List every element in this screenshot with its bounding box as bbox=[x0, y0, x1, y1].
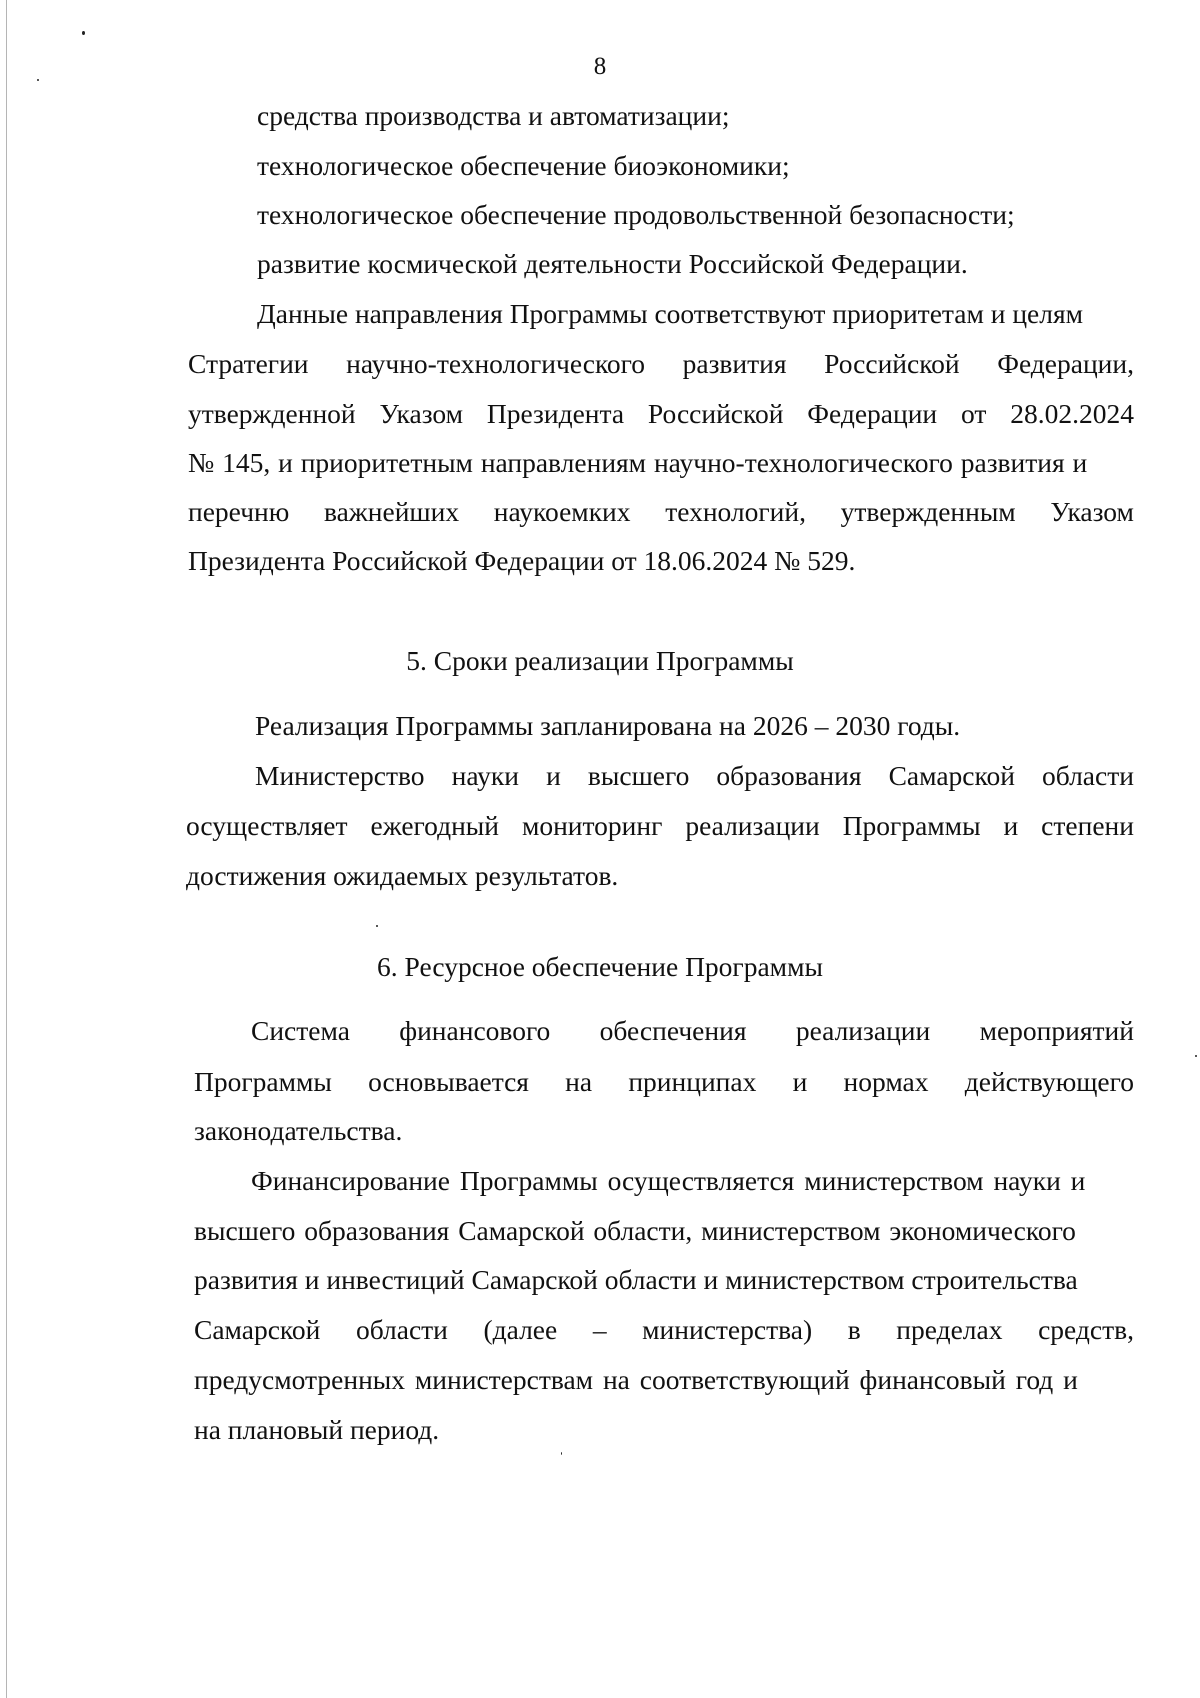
paragraph-line bbox=[255, 762, 1134, 790]
paragraph-line bbox=[186, 812, 1134, 840]
paragraph-line bbox=[257, 300, 1134, 328]
word: мониторинг bbox=[521, 810, 663, 841]
word: Российской bbox=[824, 348, 960, 379]
word: степени bbox=[1041, 810, 1134, 841]
word: научно-технологического bbox=[346, 348, 646, 379]
list-item: технологическое обеспечение биоэкономики; bbox=[257, 150, 790, 181]
paragraph-line: Реализация Программы запланирована на 2026 – 2030 годы. bbox=[255, 710, 961, 741]
paragraph-line: № 145, и приоритетным направлениям научно-технологического развития и bbox=[188, 447, 1088, 478]
paragraph-line bbox=[251, 1017, 1134, 1045]
word: Самарской bbox=[194, 1314, 321, 1345]
word: нормах bbox=[843, 1066, 929, 1097]
word: на bbox=[565, 1066, 593, 1097]
word: пределах bbox=[896, 1314, 1003, 1345]
paragraph-line: предусмотренных министерствам на соответствующий финансовый год и bbox=[194, 1364, 1078, 1395]
word: действующего bbox=[964, 1066, 1134, 1097]
word: и bbox=[546, 760, 561, 791]
paragraph-line: Президента Российской Федерации от 18.06.2024 № 529. bbox=[188, 545, 856, 576]
word: министерства) bbox=[642, 1314, 813, 1345]
section-heading: 6. Ресурсное обеспечение Программы bbox=[377, 951, 823, 982]
word: Российской bbox=[647, 398, 784, 429]
word: – bbox=[592, 1314, 607, 1345]
word: реализации bbox=[685, 810, 820, 841]
word: основывается bbox=[368, 1066, 529, 1097]
word: принципах bbox=[628, 1066, 757, 1097]
word: важнейших bbox=[323, 496, 460, 527]
list-item: развитие космической деятельности Российской Федерации. bbox=[257, 248, 968, 279]
paragraph-line bbox=[188, 350, 1134, 378]
word: осуществляет bbox=[186, 810, 348, 841]
word: от bbox=[960, 398, 987, 429]
word: Президента bbox=[486, 398, 625, 429]
paragraph-line: развития и инвестиций Самарской области и министерством строительства bbox=[194, 1264, 1078, 1295]
paragraph-line: достижения ожидаемых результатов. bbox=[186, 860, 619, 891]
line-text: Данные направления Программы соответствуют приоритетам и целям bbox=[257, 298, 1084, 329]
scan-left-edge bbox=[6, 0, 7, 1698]
word: в bbox=[847, 1314, 861, 1345]
word: обеспечения bbox=[599, 1015, 747, 1046]
scan-speck bbox=[561, 1452, 562, 1455]
word: науки bbox=[451, 760, 520, 791]
scan-speck bbox=[1195, 1055, 1197, 1057]
paragraph-line bbox=[194, 1068, 1134, 1096]
word: Система bbox=[251, 1015, 350, 1046]
word: Министерство bbox=[255, 760, 425, 791]
word: технологий, bbox=[665, 496, 806, 527]
word: Указом bbox=[1050, 496, 1134, 527]
word: мероприятий bbox=[979, 1015, 1134, 1046]
word: Самарской bbox=[888, 760, 1015, 791]
word: утвержденным bbox=[840, 496, 1016, 527]
word: перечню bbox=[188, 496, 290, 527]
scan-speck bbox=[376, 925, 378, 927]
word: реализации bbox=[795, 1015, 931, 1046]
paragraph-line bbox=[188, 400, 1134, 428]
word: образования bbox=[716, 760, 862, 791]
word: Стратегии bbox=[188, 348, 309, 379]
word: утвержденной bbox=[188, 398, 356, 429]
word: и bbox=[1003, 810, 1019, 841]
word: (далее bbox=[483, 1314, 558, 1345]
word: финансового bbox=[399, 1015, 551, 1046]
word: и bbox=[792, 1066, 808, 1097]
word: ежегодный bbox=[370, 810, 499, 841]
word: Указом bbox=[379, 398, 464, 429]
list-item: технологическое обеспечение продовольственной безопасности; bbox=[257, 199, 1015, 230]
paragraph-line: Финансирование Программы осуществляется министерством науки и bbox=[251, 1165, 1086, 1196]
paragraph-line bbox=[194, 1316, 1134, 1344]
word: Федерации, bbox=[997, 348, 1134, 379]
scan-speck bbox=[82, 31, 85, 35]
section-heading: 5. Сроки реализации Программы bbox=[406, 645, 794, 676]
word: средств, bbox=[1038, 1314, 1134, 1345]
word: области bbox=[1042, 760, 1134, 791]
word: развития bbox=[682, 348, 787, 379]
paragraph-line bbox=[188, 498, 1134, 526]
word: области bbox=[355, 1314, 448, 1345]
word: Программы bbox=[842, 810, 981, 841]
word: наукоемких bbox=[493, 496, 631, 527]
word: Федерации bbox=[807, 398, 938, 429]
page-number: 8 bbox=[593, 53, 607, 80]
list-item: средства производства и автоматизации; bbox=[257, 100, 730, 131]
word: 28.02.2024 bbox=[1010, 398, 1134, 429]
word: высшего bbox=[587, 760, 690, 791]
paragraph-line: высшего образования Самарской области, министерством экономического bbox=[194, 1215, 1076, 1246]
paragraph-line: на плановый период. bbox=[194, 1414, 440, 1445]
paragraph-line: законодательства. bbox=[194, 1115, 403, 1146]
word: Программы bbox=[194, 1066, 332, 1097]
